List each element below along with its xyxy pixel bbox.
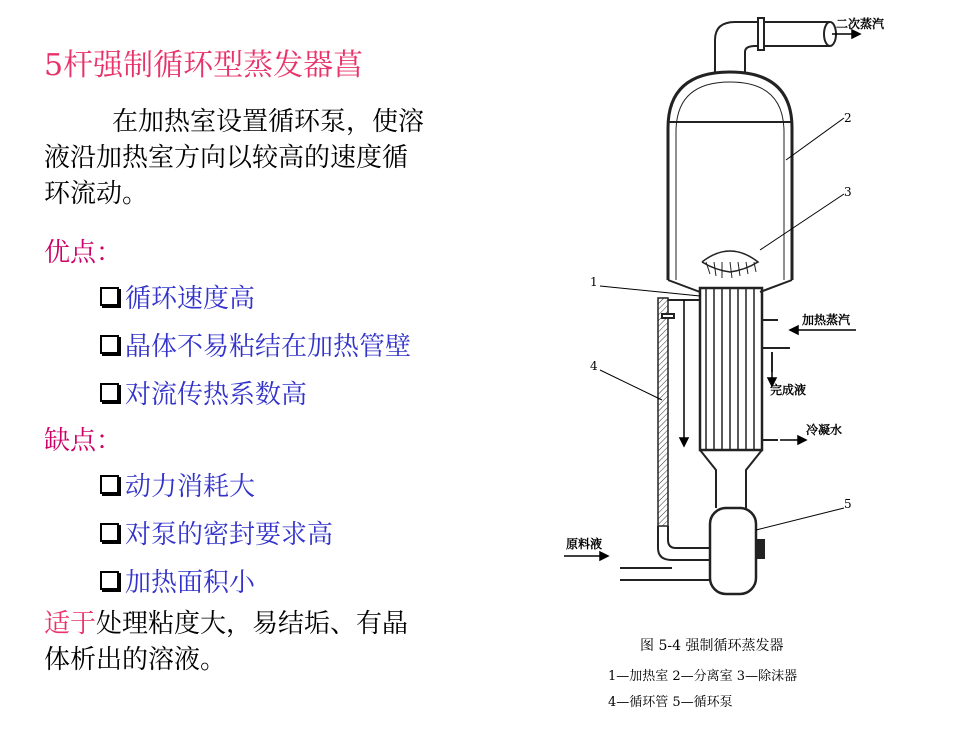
figure-number-1: 1 — [590, 275, 598, 289]
suitable-prefix: 适于 — [44, 609, 97, 639]
disadvantage-item: 对泵的密封要求高 — [100, 514, 333, 551]
figure-legend-line-1: 1—加热室 2—分离室 3—除沫器 — [608, 669, 798, 684]
advantages-heading: 优点： — [44, 238, 123, 268]
demister — [702, 251, 758, 272]
figure-number-2: 2 — [844, 111, 852, 125]
checkbox-icon — [100, 287, 119, 306]
figure-number-4: 4 — [590, 359, 598, 373]
heating-chamber — [700, 288, 762, 450]
checkbox-icon — [100, 523, 119, 542]
intro-line-1: 在加热室设置循环泵，使溶 — [112, 107, 425, 137]
advantage-item: 晶体不易粘结在加热管壁 — [100, 326, 411, 363]
label-secondary-steam: 二次蒸汽 — [836, 17, 885, 31]
circulation-pump — [710, 508, 756, 594]
evaporator-figure — [560, 0, 980, 735]
intro-paragraph — [44, 104, 514, 212]
label-condensate: 冷凝水 — [806, 423, 843, 437]
figure-number-3: 3 — [844, 185, 852, 199]
feed-pipe — [620, 568, 710, 580]
checkbox-icon — [100, 335, 119, 354]
separator-shell — [668, 72, 792, 280]
disadvantage-item: 动力消耗大 — [100, 466, 255, 503]
page-title: 5杆强制循环型蒸发器菖 — [44, 48, 364, 83]
figure-caption: 图 5-4 强制循环蒸发器 — [640, 638, 784, 654]
disadvantages-heading: 缺点： — [44, 426, 123, 456]
checkbox-icon — [100, 383, 119, 402]
suitable-line-1: 适于处理粘度大，易结垢、有晶 — [44, 609, 409, 639]
circulation-pipe — [658, 298, 668, 526]
checkbox-icon — [100, 475, 119, 494]
checkbox-icon — [100, 571, 119, 590]
intro-line-3: 环流动。 — [44, 179, 149, 209]
figure-number-5: 5 — [844, 497, 852, 511]
suitable-line-2: 体析出的溶液。 — [44, 645, 227, 675]
intro-line-2: 液沿加热室方向以较高的速度循 — [44, 143, 409, 173]
label-product: 完成液 — [770, 383, 807, 397]
figure-legend-line-2: 4—循环管 5—循环泵 — [608, 695, 733, 710]
advantage-item: 对流传热系数高 — [100, 374, 307, 411]
label-heating-steam: 加热蒸汽 — [802, 313, 851, 327]
advantage-item: 循环速度高 — [100, 278, 255, 315]
disadvantage-item: 加热面积小 — [100, 562, 255, 599]
suitable-paragraph — [44, 606, 514, 678]
label-feed: 原料液 — [566, 537, 603, 551]
